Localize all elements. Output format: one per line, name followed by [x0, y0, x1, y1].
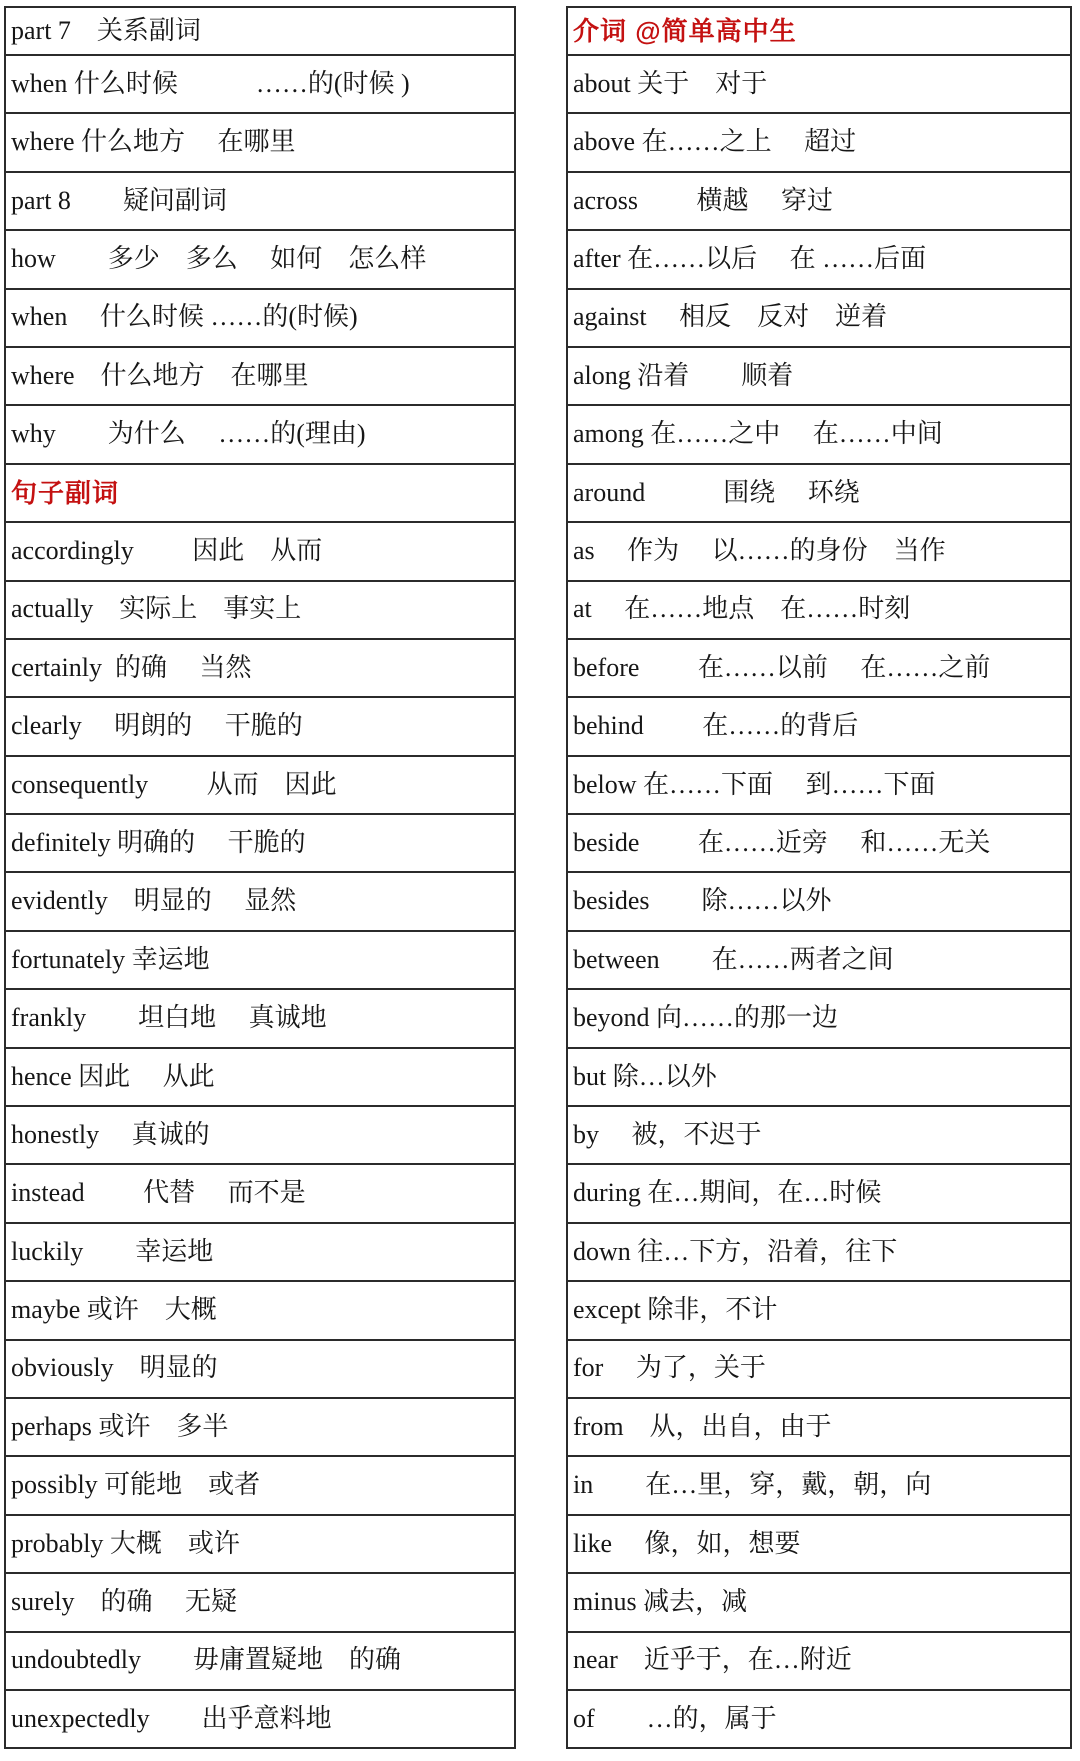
vocab-row: beside 在……近旁 和……无关 [568, 815, 1070, 873]
vocab-row: for 为了，关于 [568, 1341, 1070, 1399]
vocab-row: possibly 可能地 或者 [6, 1457, 514, 1515]
vocab-row: across 横越 穿过 [568, 173, 1070, 231]
vocab-row: hence 因此 从此 [6, 1049, 514, 1107]
vocab-row: as 作为 以……的身份 当作 [568, 523, 1070, 581]
vocab-row: during 在…期间，在…时候 [568, 1165, 1070, 1223]
vocab-row: minus 减去，减 [568, 1574, 1070, 1632]
vocab-row: fortunately 幸运地 [6, 932, 514, 990]
vocab-row: why 为什么 ……的(理由) [6, 406, 514, 464]
vocab-row: perhaps 或许 多半 [6, 1399, 514, 1457]
vocab-row: before 在……以前 在……之前 [568, 640, 1070, 698]
vocab-row: about 关于 对于 [568, 56, 1070, 114]
vocab-row: but 除…以外 [568, 1049, 1070, 1107]
vocab-row: from 从，出自，由于 [568, 1399, 1070, 1457]
vocab-row: between 在……两者之间 [568, 932, 1070, 990]
vocab-row: definitely 明确的 干脆的 [6, 815, 514, 873]
vocab-row: behind 在……的背后 [568, 698, 1070, 756]
vocab-row: beyond 向……的那一边 [568, 990, 1070, 1048]
vocab-row: actually 实际上 事实上 [6, 582, 514, 640]
vocab-row: probably 大概 或许 [6, 1516, 514, 1574]
vocab-row: surely 的确 无疑 [6, 1574, 514, 1632]
vocab-row: like 像，如，想要 [568, 1516, 1070, 1574]
vocab-row: where 什么地方 在哪里 [6, 348, 514, 406]
vocab-row: unexpectedly 出乎意料地 [11, 1703, 332, 1733]
vocab-row: after 在……以后 在 ……后面 [568, 231, 1070, 289]
vocab-row: instead 代替 而不是 [6, 1165, 514, 1223]
vocab-row: above 在……之上 超过 [568, 114, 1070, 172]
adverbs-table [4, 6, 516, 1749]
vocab-row: part 8 疑问副词 [6, 173, 514, 231]
vocab-row: how 多少 多么 如何 怎么样 [6, 231, 514, 289]
vocab-row: by 被，不迟于 [568, 1107, 1070, 1165]
vocab-row: evidently 明显的 显然 [6, 873, 514, 931]
vocab-row: when 什么时候 ……的(时候 ) [6, 56, 514, 114]
vocab-row: besides 除……以外 [568, 873, 1070, 931]
section-header-row: 句子副词 [6, 465, 514, 523]
vocab-row: down 往…下方，沿着，往下 [568, 1224, 1070, 1282]
vocab-row: in 在…里，穿，戴，朝，向 [568, 1457, 1070, 1515]
vocab-row: along 沿着 顺着 [568, 348, 1070, 406]
vocab-row: part 7 关系副词 [6, 8, 514, 56]
prepositions-table [566, 6, 1072, 1749]
section-header-row: 介词 @简单高中生 [568, 8, 1070, 56]
vocab-row: except 除非，不计 [568, 1282, 1070, 1340]
vocab-row: honestly 真诚的 [6, 1107, 514, 1165]
vocab-row: obviously 明显的 [6, 1341, 514, 1399]
vocab-row: consequently 从而 因此 [6, 757, 514, 815]
vocab-row: against 相反 反对 逆着 [568, 290, 1070, 348]
vocab-row: certainly 的确 当然 [6, 640, 514, 698]
vocab-row: clearly 明朗的 干脆的 [6, 698, 514, 756]
vocab-row: where 什么地方 在哪里 [6, 114, 514, 172]
vocab-row: accordingly 因此 从而 [6, 523, 514, 581]
vocab-row: of …的，属于 [573, 1703, 777, 1733]
vocab-row: when 什么时候 ……的(时候) [6, 290, 514, 348]
vocab-row: near 近乎于，在…附近 [568, 1633, 1070, 1691]
vocab-row: undoubtedly 毋庸置疑地 的确 [6, 1633, 514, 1691]
vocab-row: around 围绕 环绕 [568, 465, 1070, 523]
vocab-row: luckily 幸运地 [6, 1224, 514, 1282]
vocab-row: maybe 或许 大概 [6, 1282, 514, 1340]
vocab-row: below 在……下面 到……下面 [568, 757, 1070, 815]
vocab-row: frankly 坦白地 真诚地 [6, 990, 514, 1048]
vocab-row: among 在……之中 在……中间 [568, 406, 1070, 464]
vocab-row: at 在……地点 在……时刻 [568, 582, 1070, 640]
